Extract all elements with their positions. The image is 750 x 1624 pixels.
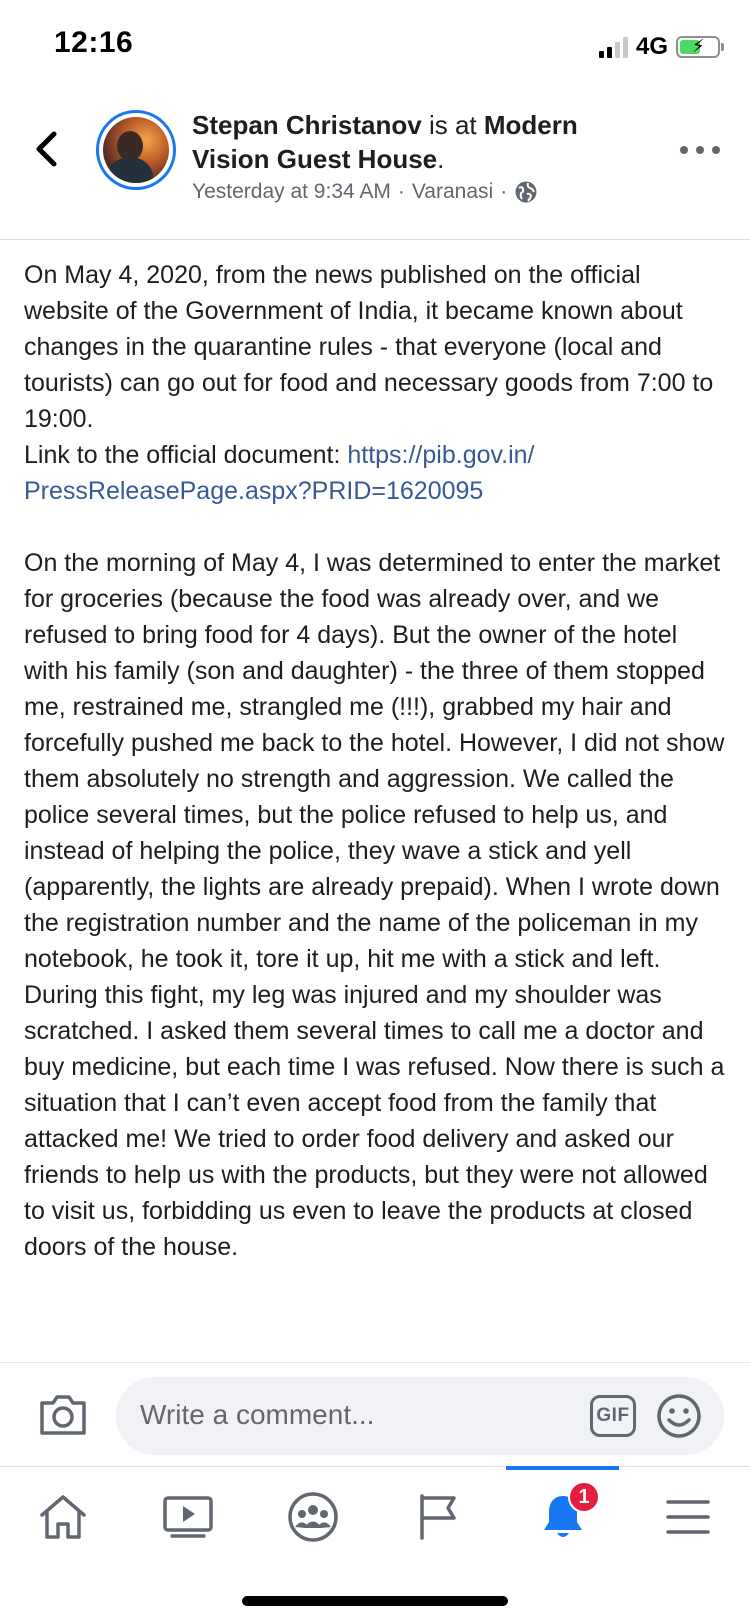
menu-icon bbox=[664, 1497, 712, 1537]
tab-watch[interactable] bbox=[125, 1467, 250, 1567]
tab-bar bbox=[0, 1466, 750, 1576]
tab-notifications[interactable] bbox=[500, 1467, 625, 1567]
chevron-left-icon bbox=[33, 130, 59, 168]
post-title bbox=[192, 108, 662, 176]
watch-icon bbox=[162, 1495, 214, 1539]
place-suffix: . bbox=[437, 144, 445, 174]
tab-groups[interactable] bbox=[250, 1467, 375, 1567]
back-button[interactable] bbox=[26, 124, 66, 174]
tab-home[interactable] bbox=[0, 1467, 125, 1567]
post-header bbox=[0, 90, 750, 240]
tab-pages[interactable] bbox=[375, 1467, 500, 1567]
network-type: 4G bbox=[635, 33, 668, 60]
comment-placeholder: Write a comment... bbox=[140, 1399, 375, 1430]
gif-icon[interactable]: GIF bbox=[590, 1395, 636, 1437]
paragraph-gap bbox=[24, 509, 728, 545]
post-location[interactable]: Varanasi bbox=[411, 180, 494, 203]
author-name[interactable]: Stepan Christanov bbox=[192, 110, 422, 140]
home-indicator[interactable] bbox=[242, 1596, 508, 1606]
status-bar bbox=[0, 0, 750, 90]
signal-icon bbox=[599, 36, 628, 58]
camera-icon[interactable] bbox=[38, 1393, 88, 1437]
meta-separator-2: · bbox=[500, 180, 508, 203]
dot-icon bbox=[696, 146, 704, 154]
place-name[interactable]: Modern Vision Guest House bbox=[192, 110, 578, 174]
home-icon bbox=[38, 1493, 88, 1541]
battery-icon: ⚡ bbox=[676, 36, 720, 58]
comment-input[interactable] bbox=[116, 1377, 724, 1455]
notification-badge: 1 bbox=[568, 1481, 600, 1513]
post-paragraph-1 bbox=[24, 257, 728, 509]
document-link[interactable]: https://pib.gov.in/ PressReleasePage.aspx?PRID=1620095 bbox=[24, 441, 535, 505]
meta-separator: · bbox=[397, 180, 405, 203]
dot-icon bbox=[680, 146, 688, 154]
author-avatar[interactable] bbox=[96, 110, 176, 190]
globe-icon bbox=[514, 180, 538, 204]
post-timestamp[interactable]: Yesterday at 9:34 AM bbox=[192, 180, 391, 203]
post-body bbox=[24, 257, 728, 1360]
comment-bar bbox=[0, 1362, 750, 1466]
status-indicators bbox=[599, 32, 720, 62]
tab-menu[interactable] bbox=[625, 1467, 750, 1567]
post-paragraph-2: On the morning of May 4, I was determined to enter the market for groceries (because the food was already over, and we refused to bring food for 4 days). But the owner of the hotel with his family (son and daughter) - the three of them stopped me, restrained me, strangled me (!!!), grabbed my hair and forcefully pushed me back to the hotel. However, I did not show them absolutely no strength and aggression. We called the police several times, but the police refused to help us, and instead of helping the police, they wave a stick and yell (apparently, the lights are already prepaid). When I wrote down the registration number and the name of the policeman in my notebook, he took it, tore it up, hit me with a stick and left. During this fight, my leg was injured and my shoulder was scratched. I asked them several times to call me a doctor and buy medicine, but each time I was refused. Now there is such a situation that I can’t even accept food from the family that attacked me! We tried to order food delivery and asked our friends to help us with the products, but they were not allowed to visit us, forbidding us even to leave the products at closed doors of the house. bbox=[24, 549, 725, 1261]
paragraph-1-text: On May 4, 2020, from the news published on the official website of the Government of India, it became known about changes in the quarantine rules - that everyone (local and tourists) can go out for food and necessary goods from 7:00 to 19:00. Link to the official document: bbox=[24, 261, 714, 469]
status-time: 12:16 bbox=[54, 26, 134, 59]
post-connector: is at bbox=[421, 110, 484, 140]
emoji-icon[interactable] bbox=[656, 1393, 702, 1439]
more-options-button[interactable] bbox=[680, 140, 720, 160]
post-meta bbox=[192, 180, 538, 204]
groups-icon bbox=[287, 1491, 339, 1543]
dot-icon bbox=[712, 146, 720, 154]
pages-flag-icon bbox=[416, 1492, 460, 1542]
avatar-image bbox=[103, 117, 169, 183]
